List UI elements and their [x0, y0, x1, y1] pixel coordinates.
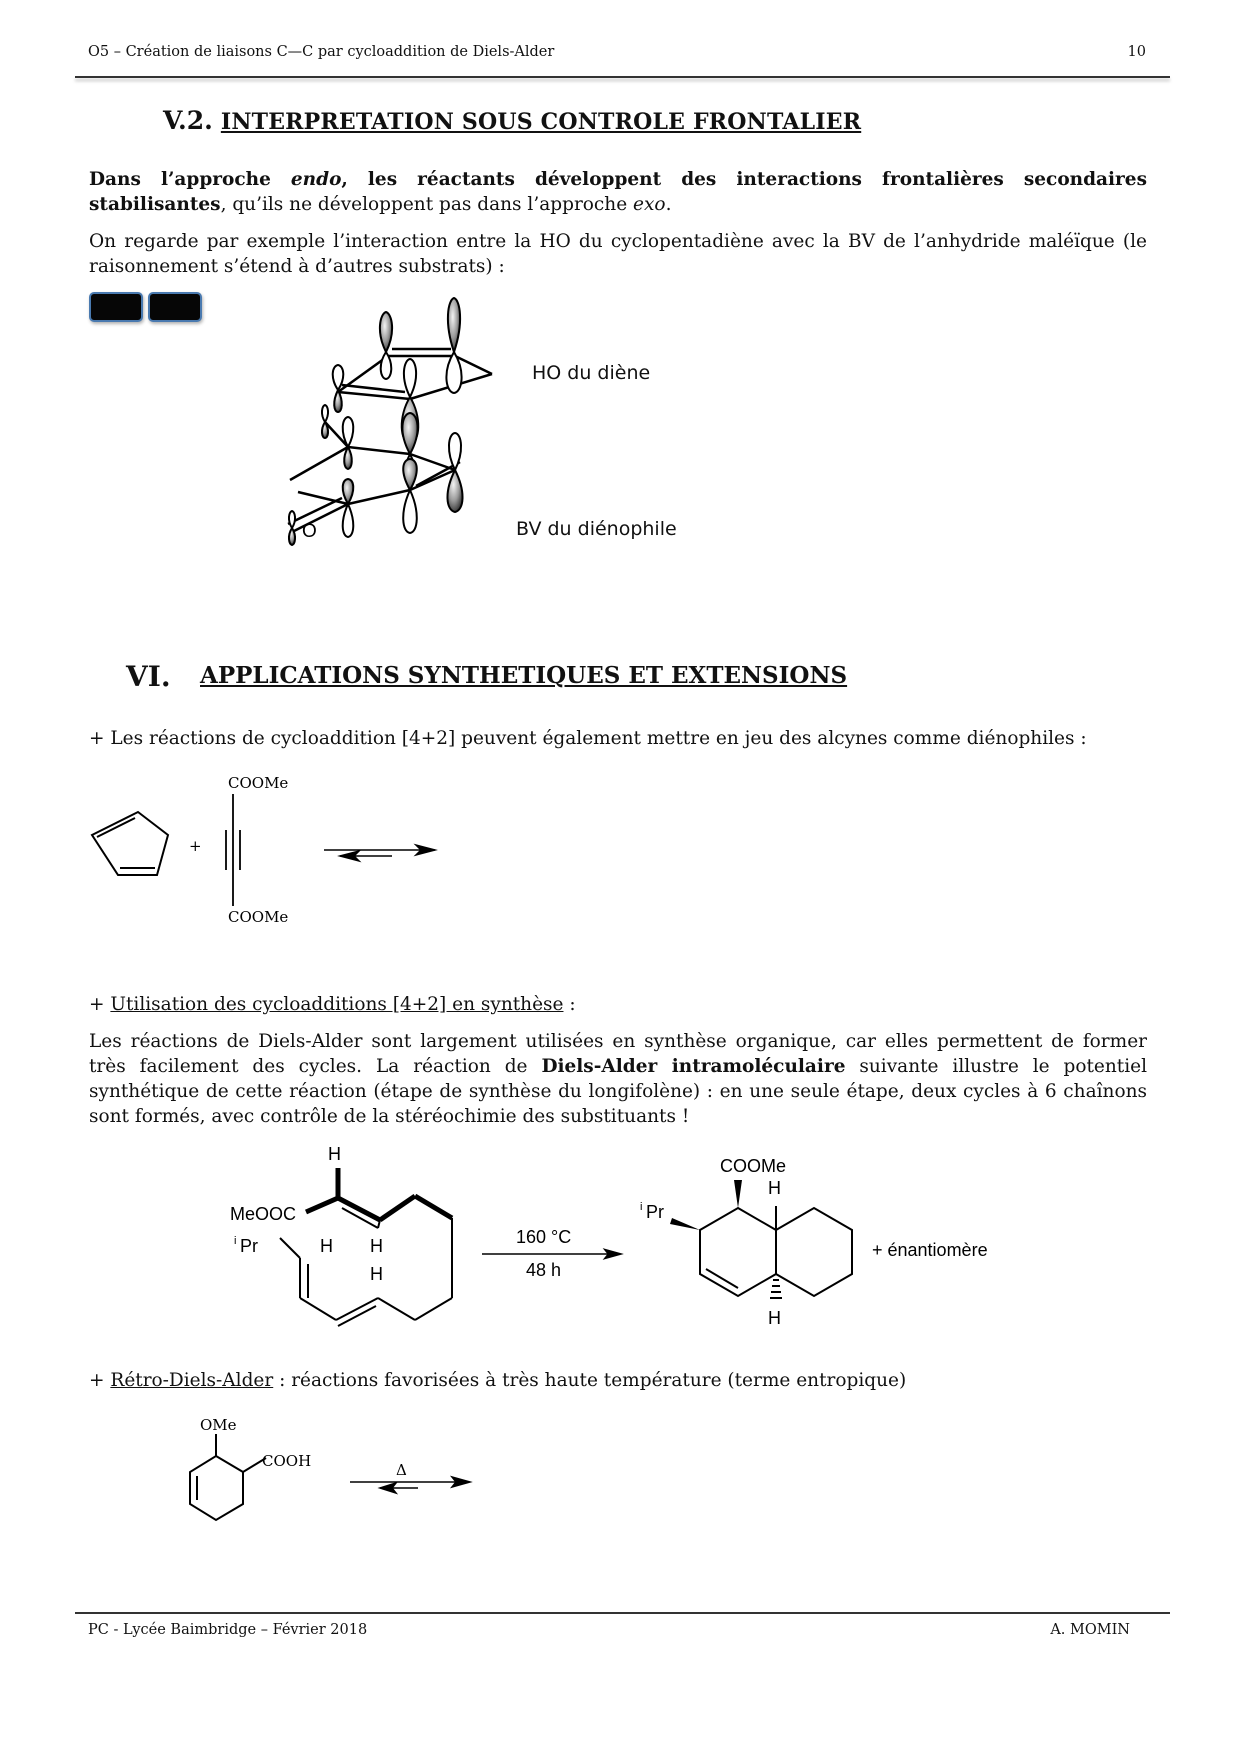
page-footer — [88, 1622, 1130, 1638]
footer-right: A. MOMIN — [1050, 1622, 1130, 1638]
section-vi-title: APPLICATIONS SYNTHETIQUES ET EXTENSIONS — [200, 662, 848, 689]
section-v2-number: V.2. — [163, 106, 213, 135]
reactant-h-left: H — [320, 1236, 333, 1256]
alkyne-structure — [226, 794, 240, 906]
cooh-label: COOH — [262, 1452, 312, 1470]
reaction-arrow — [482, 1249, 622, 1259]
reaction-temperature: 160 °C — [516, 1227, 572, 1247]
p1-bold-italic: endo — [290, 169, 342, 190]
animation-button-2[interactable] — [148, 292, 202, 322]
reactant-structure — [280, 1168, 452, 1326]
maleic-anhydride-ring — [288, 422, 460, 532]
retro-description: : réactions favorisées à très haute température (terme entropique) — [273, 1370, 907, 1391]
label-ho-diene: HO du diène — [532, 362, 651, 384]
reactant-ipr-sup: i — [234, 1235, 237, 1247]
header-page-number: 10 — [1127, 44, 1146, 60]
synthesis-text-bold: Diels-Alder intramoléculaire — [541, 1056, 846, 1077]
reactant-meooc: MeOOC — [230, 1204, 297, 1224]
p1-bold-b: , les réactants développent des interactions frontalières secondaires stabilisantes — [89, 169, 1147, 215]
animation-button-1[interactable] — [89, 292, 143, 322]
product-ipr-sup: i — [640, 1201, 643, 1213]
synthesis-plus: + — [89, 994, 111, 1015]
section-vi-heading — [126, 660, 848, 693]
coome-bottom: COOMe — [228, 908, 289, 926]
paragraph-interaction: On regarde par exemple l’interaction entre la HO du cyclopentadiène avec la BV de l’anhydride maléïque (le raisonnement s’étend à d’autres substrats) : — [89, 231, 1147, 277]
synthesis-text-a: Les réactions de Diels-Alder sont largement utilisées en synthèse organique, car elles permettent de former très facilement des cycles. La réaction de — [89, 1031, 1147, 1077]
footer-left: PC - Lycée Baimbridge – Février 2018 — [88, 1622, 368, 1638]
reactant-h-right: H — [370, 1236, 383, 1256]
retro-heading — [89, 1368, 1147, 1393]
p1-rest-a: , qu’ils ne développent pas dans l’approche — [220, 194, 634, 215]
product-h-bottom: H — [768, 1308, 781, 1328]
atom-o: O — [302, 521, 317, 542]
product-wedges — [670, 1180, 776, 1230]
delta-label: Δ — [396, 1461, 407, 1479]
reaction-time: 48 h — [526, 1260, 562, 1280]
cyclopentadiene-structure — [92, 812, 168, 875]
synthesis-colon: : — [563, 994, 576, 1015]
intramolecular-da-scheme — [220, 1138, 1020, 1338]
section-v2-title: INTERPRETATION SOUS CONTROLE FRONTALIER — [220, 109, 862, 135]
product-h-top: H — [768, 1178, 781, 1198]
synthesis-text-b: suivante illustre le potentiel synthétique de cette réaction (étape de synthèse du longifolène) : en une seule étape, deux cycles à 6 chaînons sont formés, avec contrôle de la stéréochimie des substituants ! — [89, 1056, 1148, 1127]
enantiomer-label: + énantiomère — [872, 1240, 988, 1260]
ome-label: OMe — [200, 1416, 237, 1434]
label-bv-dienophile: BV du diénophile — [516, 518, 677, 540]
product-coome: COOMe — [720, 1156, 787, 1176]
product-ipr: Pr — [646, 1202, 664, 1222]
alkyne-scheme — [80, 770, 480, 930]
footer-rule — [75, 1612, 1170, 1614]
retro-plus: + — [89, 1370, 111, 1391]
header-title: O5 – Création de liaisons C—C par cycloaddition de Diels-Alder — [88, 44, 555, 60]
retro-scheme — [150, 1408, 490, 1568]
equilibrium-arrow — [324, 845, 435, 861]
cyclohexene-structure — [190, 1434, 266, 1520]
orbital-diagram — [270, 292, 710, 612]
retro-equilibrium-arrow — [350, 1477, 470, 1493]
paragraph-synthesis — [89, 1029, 1147, 1129]
page-header — [88, 44, 1146, 66]
paragraph-alkyne: + Les réactions de cycloaddition [4+2] peuvent également mettre en jeu des alcynes comme diénophiles : — [89, 728, 1087, 749]
retro-heading-text: Rétro-Diels-Alder — [110, 1370, 274, 1391]
product-hash-bond — [770, 1280, 782, 1298]
section-v2-heading — [163, 106, 861, 135]
reactant-h-bottom: H — [370, 1264, 383, 1284]
plus-sign: + — [189, 837, 202, 855]
synthesis-heading — [89, 992, 1147, 1017]
p1-rest-b: . — [665, 194, 672, 215]
header-rule — [75, 76, 1170, 78]
p1-bold-a: Dans l’approche — [89, 169, 291, 190]
coome-top: COOMe — [228, 774, 289, 792]
paragraph-endo — [89, 167, 1147, 217]
p1-rest-italic: exo — [633, 194, 666, 215]
reactant-h-top: H — [328, 1144, 341, 1164]
synthesis-heading-text: Utilisation des cycloadditions [4+2] en synthèse — [110, 994, 564, 1015]
section-vi-number: VI. — [126, 660, 171, 693]
reactant-ipr: Pr — [240, 1236, 258, 1256]
